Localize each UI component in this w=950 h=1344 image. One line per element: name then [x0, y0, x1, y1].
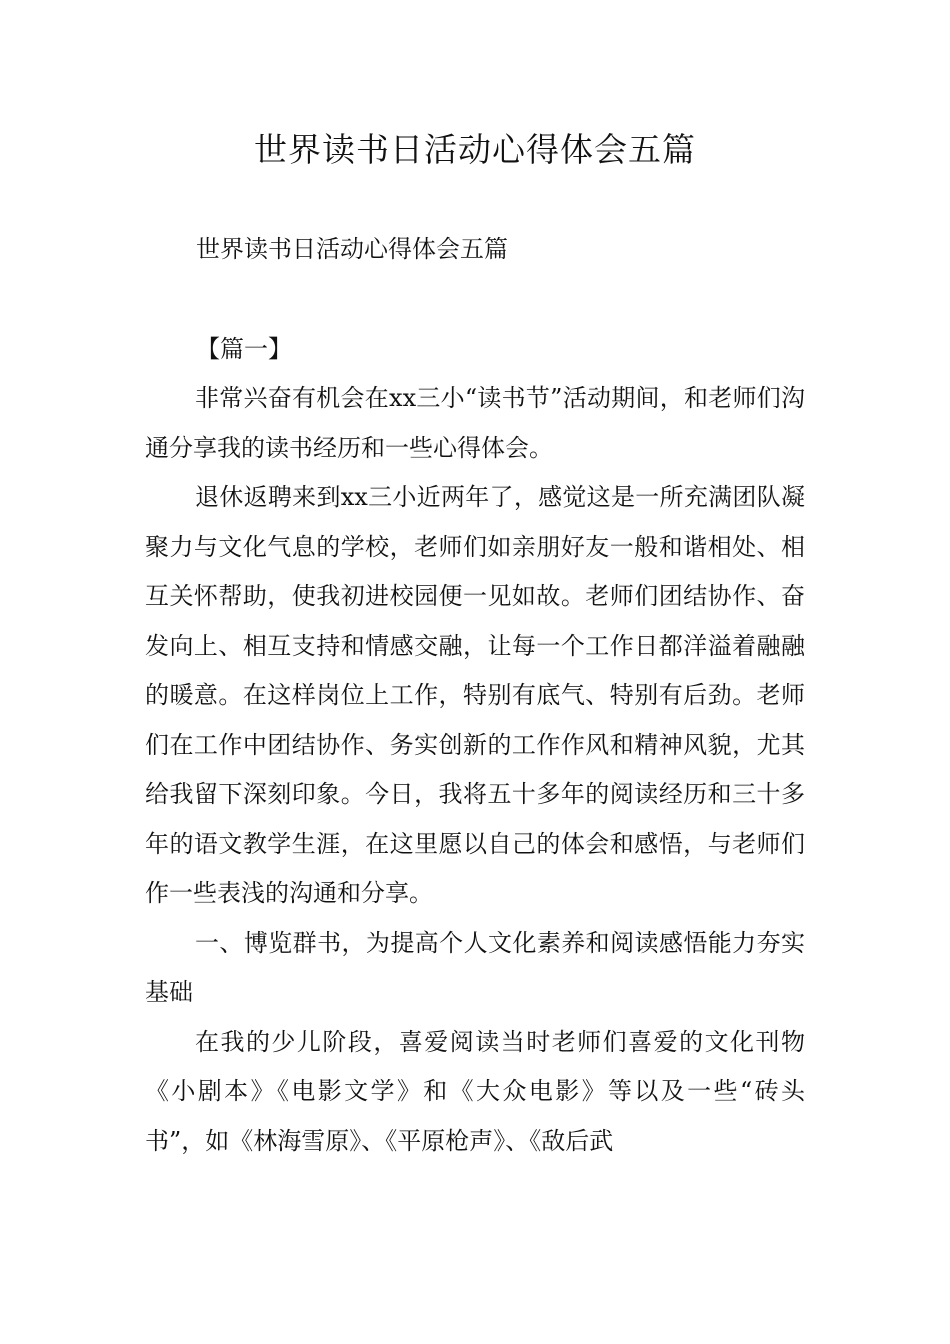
- document-title: 世界读书日活动心得体会五篇: [254, 130, 696, 169]
- paragraph: 一、博览群书，为提高个人文化素养和阅读感悟能力夯实基础: [145, 928, 805, 1006]
- section-marker: 【篇一】: [196, 335, 292, 363]
- paragraph: 退休返聘来到xx三小近两年了，感觉这是一所充满团队凝聚力与文化气息的学校，老师们如亲朋好友一般和谐相处、相互关怀帮助，使我初进校园便一见如故。老师们团结协作、奋发向上、相互支持和情感交融，让每一个工作日都洋溢着融融的暖意。在这样岗位上工作，特别有底气、特别有后劲。老师们在工作中团结协作、务实创新的工作作风和精神风貌，尤其给我留下深刻印象。今日，我将五十多年的阅读经历和三十多年的语文教学生涯，在这里愿以自己的体会和感悟，与老师们作一些表浅的沟通和分享。: [145, 483, 805, 907]
- document-subtitle: 世界读书日活动心得体会五篇: [196, 235, 508, 263]
- body-text: [145, 374, 805, 1166]
- paragraph: 在我的少儿阶段，喜爱阅读当时老师们喜爱的文化刊物《小剧本》《电影文学》和《大众电影》等以及一些“砖头书”，如《林海雪原》、《平原枪声》、《敌后武: [145, 1027, 805, 1155]
- paragraph: 非常兴奋有机会在xx三小“读书节”活动期间，和老师们沟通分享我的读书经历和一些心得体会。: [145, 384, 805, 462]
